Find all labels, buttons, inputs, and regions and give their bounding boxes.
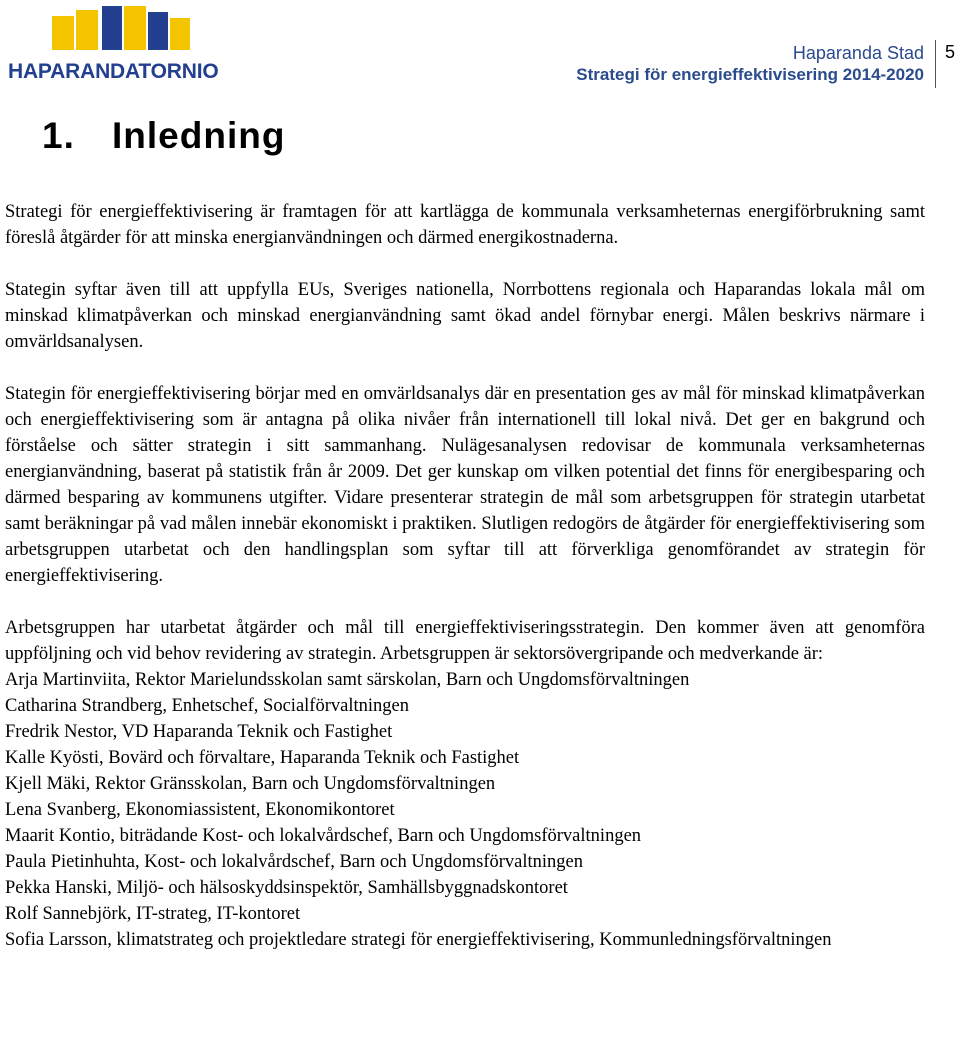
paragraph-workgroup: Arbetsgruppen har utarbetat åtgärder och mål till energieffektiviseringsstrategin. Den kommer även att genomföra uppföljning och vid behov revidering av strategin. Arbetsgruppen är sektorsövergripande och medverkande är: xyxy=(5,618,925,664)
body-content xyxy=(5,199,925,953)
list-item: Pekka Hanski, Miljö- och hälsoskyddsinspektör, Samhällsbyggnadskontoret xyxy=(5,878,568,898)
section-number: 1. xyxy=(42,115,75,156)
list-item: Lena Svanberg, Ekonomiassistent, Ekonomikontoret xyxy=(5,800,395,820)
logo-text-tornio: TORNIO xyxy=(138,60,219,83)
list-item: Arja Martinviita, Rektor Marielundsskolan samt särskolan, Barn och Ungdomsförvaltningen xyxy=(5,670,690,690)
paragraph-intro: Strategi för energieffektivisering är framtagen för att kartlägga de kommunala verksamheternas energiförbrukning samt föreslå åtgärder för att minska energianvändningen och därmed energikostnaderna. xyxy=(5,202,925,248)
section-title: Inledning xyxy=(112,115,286,156)
document-title: Strategi för energieffektivisering 2014-2020 xyxy=(576,65,924,84)
logo-blocks-icon xyxy=(52,6,212,60)
list-item: Fredrik Nestor, VD Haparanda Teknik och Fastighet xyxy=(5,722,393,742)
logo-wordmark xyxy=(8,60,248,84)
list-item: Rolf Sannebjörk, IT-strateg, IT-kontoret xyxy=(5,904,301,924)
logo-text-haparanda: HAPARANDA xyxy=(8,60,139,83)
header-divider xyxy=(935,40,936,88)
list-item: Paula Pietinhuhta, Kost- och lokalvårdschef, Barn och Ungdomsförvaltningen xyxy=(5,852,583,872)
workgroup-member-list xyxy=(5,667,925,953)
haparanda-tornio-logo xyxy=(8,6,248,86)
organization-name: Haparanda Stad xyxy=(792,43,924,63)
paragraph-structure: Stategin för energieffektivisering börjar med en omvärldsanalys där en presentation ges av mål för minskad klimatpåverkan och energieffektivisering som är antagna på olika nivåer från internationell till lokal nivå. Det ger en bakgrund och förståelse och sätter strategin i sitt sammanhang. Nulägesanalysen redovisar de kommunala verksamheternas energianvändning, baserat på statistik från år 2009. Det ger kunskap om vilken potential det finns för energibesparing och därmed besparing av kommunens utgifter. Vidare presenterar strategin de mål som arbetsgruppen för strategin utarbetat samt beräkningar på vad målen innebär ekonomiskt i praktiken. Slutligen redogörs de åtgärder för energieffektivisering som arbetsgruppen utarbetat och den handlingsplan som syftar till att förverkliga genomförandet av strategin för energieffektivisering. xyxy=(5,384,925,586)
header-titles xyxy=(576,42,924,86)
page-number: 5 xyxy=(945,42,956,62)
paragraph-goals: Stategin syftar även till att uppfylla EUs, Sveriges nationella, Norrbottens regionala och Haparandas lokala mål om minskad klimatpåverkan och minskad energianvändning samt ökad andel förnybar energi. Målen beskrivs närmare i omvärldsanalysen. xyxy=(5,280,925,352)
list-item: Catharina Strandberg, Enhetschef, Socialförvaltningen xyxy=(5,696,409,716)
page-header xyxy=(0,0,960,100)
list-item: Sofia Larsson, klimatstrateg och projektledare strategi för energieffektivisering, Kommunledningsförvaltningen xyxy=(5,930,832,950)
list-item: Kjell Mäki, Rektor Gränsskolan, Barn och Ungdomsförvaltningen xyxy=(5,774,496,794)
list-item: Kalle Kyösti, Bovärd och förvaltare, Haparanda Teknik och Fastighet xyxy=(5,748,520,768)
section-heading xyxy=(42,112,285,160)
list-item: Maarit Kontio, biträdande Kost- och lokalvårdschef, Barn och Ungdomsförvaltningen xyxy=(5,826,642,846)
